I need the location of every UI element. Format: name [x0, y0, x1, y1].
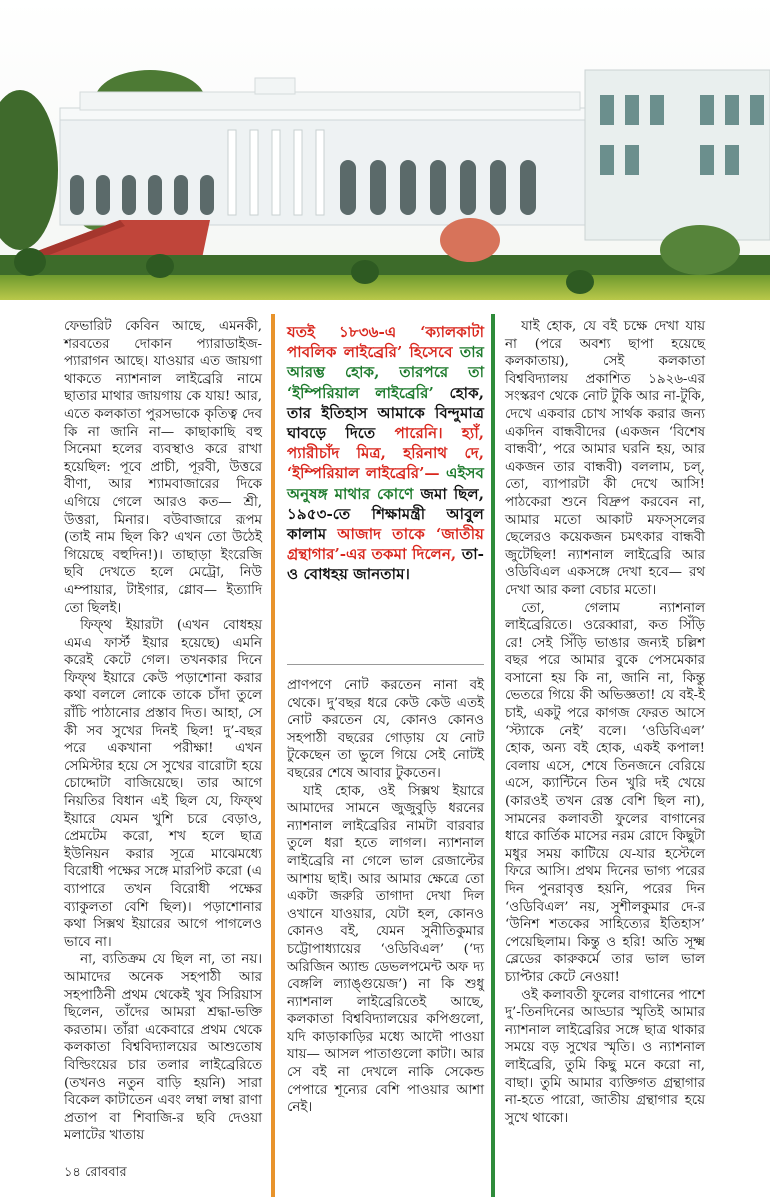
paragraph: যাই হোক, যে বই চক্ষে দেখা যায় না (পরে অবশ্য ছাপা হয়েছে কলকাতায়), সেই কলকাতা বিশ্ববিদ্যালয় প্রকাশিত ১৯২৬-এর সংস্করণ থেকে নোট টুকি আর না-টুকি, দেখে একবার চোখ সার্থক করার জন্য একদিন বান্ধবীদের (একজন ‘বিশেষ বান্ধবী’, পরে আমার ঘরনি হয়, আর একজন তার বান্ধবী) বললাম, চল্, তো, ব্যাপারটা কী দেখে আসি! পাঠকেরা শুনে বিদ্রুপ করবেন না, আমার মতো আকাট মফস্সলের ছেলেরও কয়েকজন চমৎকার বান্ধবী জুটেছিল! ন্যাশনাল লাইব্রেরি আর ওডিবিএল একসঙ্গে দেখা হবে— রথ দেখা আর কলা বেচার মতো। [505, 319, 705, 598]
pull-quote-segment: যতই ১৮৩৬-এ ‘ক্যালকাটা পাবলিক লাইব্রেরি’ হিসেবে [287, 323, 484, 362]
pull-quote-segment: তা-ও বোধহয় জানতাম। [287, 545, 484, 584]
paragraph: প্রাণপণে নোট করতেন নানা বই থেকে। দু’বছর ধরে কেউ কেউ এতই নোট করতেন যে, কোনও কোনও সহপাঠী বছরের গোড়ায় যে নোট টুকেছেন তা ভুলে গিয়ে সেই নোটই বছরের শেষে আবার টুকতেন। [287, 678, 484, 781]
pull-quote-segment: তার আরম্ভ হোক, তারপরে তা ‘ইম্পিরিয়াল লাইব্রেরি’ [287, 343, 484, 402]
pull-quote [287, 322, 484, 585]
hero-photo-national-library [0, 0, 770, 300]
pull-quote-segment: পারেনি। হ্যাঁ, প্যারীচাঁদ মিত্র, হরিনাথ দে, ‘ইম্পিরিয়াল লাইব্রেরি’— [287, 424, 485, 483]
column-rule-orange [271, 314, 275, 1197]
pull-quote-segment: হোক, তার ইতিহাস আমাকে বিন্দুমাত্র ঘাবড়ে দিতে [287, 383, 484, 443]
paragraph: ওই কলাবতী ফুলের বাগানের পাশে দু’-তিনদিনের আড্ডার স্মৃতিই আমার ন্যাশনাল লাইব্রেরির সঙ্গে ছাত্র থাকার সময়ে বড় সুখের স্মৃতি। ও ন্যাশনাল লাইব্রেরি, তুমি কিছু মনে করো না, বাছা। তুমি আমার ব্যক্তিগত গ্রন্থাগার না-হতে পারো, জাতীয় গ্রন্থাগার হয়ে সুখে থাকো। [505, 987, 705, 1126]
pull-quote-segment: আজাদ তাকে ‘জাতীয় গ্রন্থাগার’-এর তকমা দিলেন, [287, 525, 484, 564]
page-folio: ১৪ রোববার [64, 1165, 127, 1180]
paragraph: না, ব্যতিক্রম যে ছিল না, তা নয়। আমাদের অনেক সহপাঠী আর সহপাঠিনী প্রথম থেকেই খুব সিরিয়াস ছিলেন, তাঁদের আমরা শ্রদ্ধা-ভক্তি করতাম। তাঁরা একেবারে প্রথম থেকে কলকাতা বিশ্ববিদ্যালয়ের আশুতোষ বিল্ডিংয়ের চার তলার লাইব্রেরিতে (তখনও নতুন বাড়ি হয়নি) সারা বিকেল কাটাতেন এবং লম্বা লম্বা রাণা প্রতাপ বা শিবাজি-র ছবি দেওয়া মলাটের খাতায় [64, 952, 262, 1144]
paragraph: তো, গেলাম ন্যাশনাল লাইব্রেরিতে। ওরেব্বারা, কত সিঁড়ি রে! সেই সিঁড়ি ভাঙার জন্যই চল্লিশ বছর পরে আমার বুকে পেসমেকার বসানো হয় কি না, জানি না, কিন্তু ভেতরে গিয়ে কী অভিজ্ঞতা! যে বই-ই চাই, একটু পরে কাগজ ফেরত আসে ‘স্ট্যাকে নেই’ বলে। ‘ওডিবিএল’ হোক, অন্য বই হোক, একই কপাল! বেলায় এসে, শেষে তিনজনে বেরিয়ে এসে, ক্যান্টিনে তিন খুরি দই খেয়ে (কারওই তখন রেস্ত বেশি ছিল না), সামনের কলাবতী ফুলের বাগানের ধারে কার্তিক মাসের নরম রোদে কিছুটা মধুর সময় কাটিয়ে যে-যার হস্টেলে ফিরে আসি। প্রথম দিনের ভাগ্য পরের দিন পুনরাবৃত্ত হয়নি, পরের দিন ‘ওডিবিএল’ নয়, সুশীলকুমার দে-র ‘উনিশ শতকের সাহিত্যের ইতিহাস’ পেয়েছিলাম। কিন্তু ও হরি! অতি সূক্ষ্ম ব্লেডের কারুকর্মে তার ভাল ভাল চ্যাপ্টার কেটে নেওয়া! [505, 600, 705, 985]
pull-quote-segment: এইসব অনুষঙ্গ মাথার কোণে [287, 464, 484, 503]
paragraph: যাই হোক, ওই সিক্সথ ইয়ারে আমাদের সামনে জুজুবুড়ি ধরনের ন্যাশনাল লাইব্রেরির নামটা বারবার তুলে ধরা হতে লাগল। ন্যাশনাল লাইব্রেরি না গেলে ভাল রেজাল্টের আশায় ছাই। আর আমার ক্ষেত্রে তো একটা জরুরি তাগাদা দেখা দিল ওখানে যাওয়ার, যেটা হল, কোনও কোনও বই, যেমন সুনীতিকুমার চট্টোপাধ্যায়ের ‘ওডিবিএল’ (‘দ্য অরিজিন অ্যান্ড ডেভলপমেন্ট অফ দ্য বেঙ্গলি ল্যাঙ্গুয়েজ’) না কি শুধু ন্যাশনাল লাইব্রেরিতেই আছে, কলকাতা বিশ্ববিদ্যালয়ের কপিগুলো, যদি কাড়াকাড়ির মধ্যে আদৌ পাওয়া যায়— আসল পাতাগুলো কাটা। আর সে বই না দেখলে নাকি সেকেন্ড পেপারে শূন্যের বেশি পাওয়ার আশা নেই। [287, 783, 484, 1116]
text-column-2 [287, 677, 484, 1117]
paragraph: ফিফ্থ ইয়ারটা (এখন বোধহয় এমএ ফার্স্ট ইয়ার হয়েছে) এমনি করেই কেটে গেল। তখনকার দিনে ফিফ্থ ইয়ারে কেউ পড়াশোনা করার কথা বললে লোকে তাকে চাঁদা তুলে রাঁচি পাঠানোর প্রস্তাব দিত। আহা, সে কী সব সুখের দিনই ছিল! দু’-বছর পরে একখানা পরীক্ষা! এখন সেমিস্টার হয়ে সে সুখের বারোটা হয়ে চোদ্দোটা বাজিয়েছে। তার আগে নিয়তির বিধান এই ছিল যে, ফিফ্থ ইয়ারে যেমন খুশি চরে বেড়াও, প্রেমটেম করো, শখ হলে ছাত্র ইউনিয়ন করার সূত্রে মাঝেমধ্যে বিরোধী পক্ষের সঙ্গে মারপিট করো (এ ব্যাপারে তখন বিরোধী পক্ষের ব্যাকুলতা বেশি ছিল)। পড়াশোনার কথা সিক্সথ ইয়ারের আগে পাগলেও ভাবে না। [64, 618, 262, 950]
column-rule-green [491, 314, 495, 1197]
pull-quote-segment: জমা ছিল, ১৯৫৩-তে শিক্ষামন্ত্রী আবুল কালাম [287, 484, 484, 544]
text-column-1 [64, 318, 262, 1145]
text-column-3 [505, 318, 705, 1127]
paragraph: ফেভারিট কেবিন আছে, এমনকী, শরবতের দোকান প্যারাডাইজ-প্যারাগন আছে। যাওয়ার এত জায়গা থাকতে ন্যাশনাল লাইব্রেরি নামে ছাতার মাথার জায়গায় কে যায়! আর, এতে কলকাতা পুরসভাকে কৃতিত্ব দেব কি না জানি না— কাছাকাছি বহু সিনেমা হলের ব্যবস্থাও করে রাখা হয়েছিল: পূবে প্রাচী, পূরবী, উত্তরে বীণা, আর শ্যামবাজারের দিকে এগিয়ে গেলে আরও কত— শ্রী, উত্তরা, মিনার। বউবাজারে রূপম (তাই নাম ছিল কি? এখন তো উঠেই গিয়েছে বহুদিন!)। তাছাড়া ইংরেজি ছবি দেখতে হলে মেট্রো, নিউ এম্পায়ার, টাইগার, গ্লোব— ইত্যাদি তো ছিলই। [64, 319, 262, 616]
pull-quote-divider [287, 664, 484, 665]
